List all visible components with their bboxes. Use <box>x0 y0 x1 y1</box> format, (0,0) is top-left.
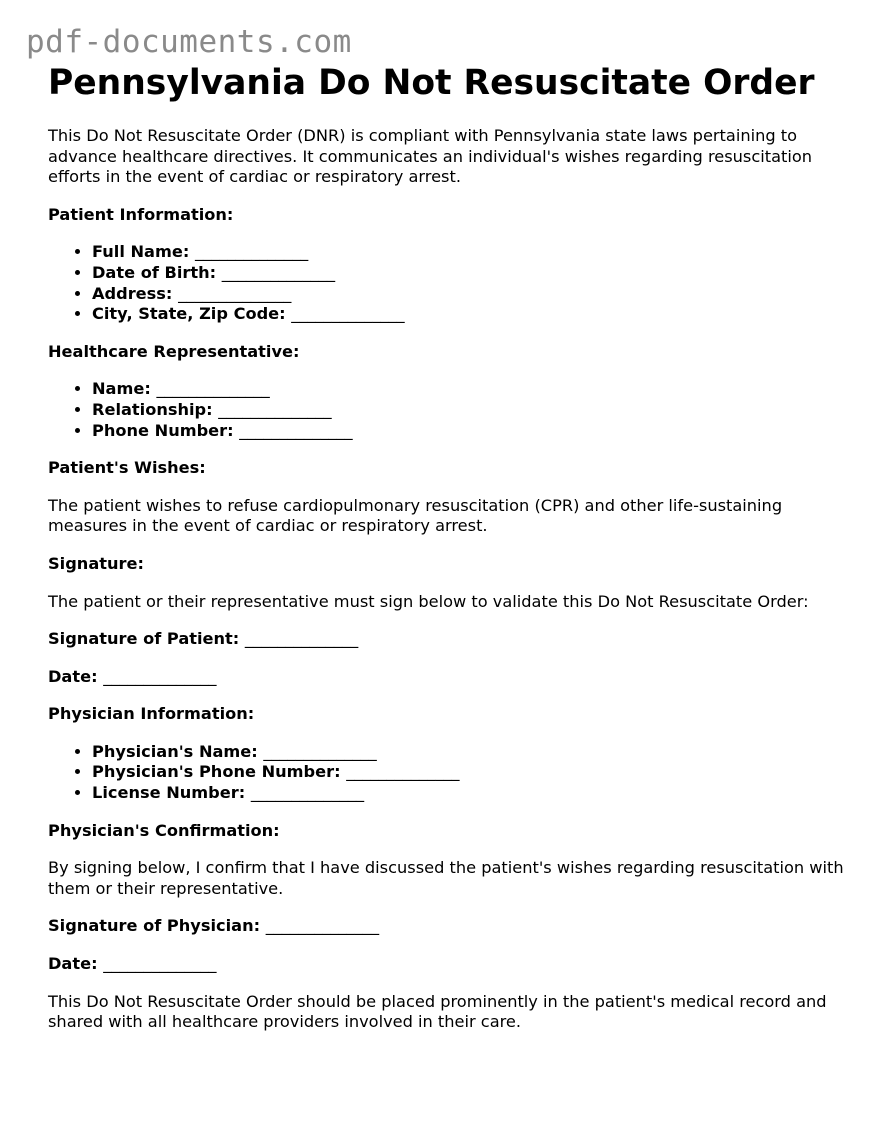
watermark: pdf-documents.com <box>26 24 352 60</box>
page-title: Pennsylvania Do Not Resuscitate Order <box>48 63 815 103</box>
blank-line: ______________ <box>103 954 217 974</box>
physician-info-list <box>48 742 848 804</box>
field-label: Signature of Physician: <box>48 916 261 936</box>
blank-line: ______________ <box>218 399 332 419</box>
full-name-field[interactable] <box>92 242 848 263</box>
city-state-zip-field[interactable] <box>92 304 848 325</box>
field-label: License Number: <box>92 783 246 803</box>
relationship-field[interactable] <box>92 400 848 421</box>
field-label: Phone Number: <box>92 420 234 440</box>
physician-date-field[interactable] <box>48 954 848 975</box>
signature-heading: Signature: <box>48 553 144 573</box>
address-field[interactable] <box>92 284 848 305</box>
field-label: Physician's Phone Number: <box>92 762 341 782</box>
patient-date-field[interactable] <box>48 667 848 688</box>
document-page <box>48 62 848 1033</box>
physician-info-heading: Physician Information: <box>48 704 255 724</box>
blank-line: ______________ <box>346 762 460 782</box>
closing-paragraph: This Do Not Resuscitate Order should be placed prominently in the patient's medical record and shared with all healthcare providers involved in their care. <box>48 991 827 1032</box>
patient-info-list <box>48 242 848 324</box>
physician-name-field[interactable] <box>92 742 848 763</box>
field-label: Physician's Name: <box>92 741 258 761</box>
date-of-birth-field[interactable] <box>92 263 848 284</box>
physician-confirmation-heading: Physician's Confirmation: <box>48 820 280 840</box>
representative-list <box>48 379 848 441</box>
phone-number-field[interactable] <box>92 421 848 442</box>
representative-name-field[interactable] <box>92 379 848 400</box>
field-label: Address: <box>92 283 173 303</box>
blank-line: ______________ <box>221 262 336 282</box>
blank-line: ______________ <box>291 304 405 324</box>
physician-phone-field[interactable] <box>92 762 848 783</box>
blank-line: ______________ <box>178 283 292 303</box>
physician-confirmation-paragraph: By signing below, I confirm that I have discussed the patient's wishes regarding resuscitation with them or their representative. <box>48 858 844 898</box>
field-label: Date: <box>48 954 98 974</box>
field-label: Signature of Patient: <box>48 629 240 649</box>
blank-line: ______________ <box>194 242 309 262</box>
blank-line: ______________ <box>103 666 217 686</box>
blank-line: ______________ <box>156 379 270 399</box>
blank-line: ______________ <box>263 741 377 761</box>
field-label: Date: <box>48 666 98 686</box>
representative-heading: Healthcare Representative: <box>48 341 300 361</box>
intro-paragraph: This Do Not Resuscitate Order (DNR) is compliant with Pennsylvania state laws pertaining to advance healthcare directives. It communicates an individual's wishes regarding resuscitation efforts in the event of cardiac or respiratory arrest. <box>48 126 813 187</box>
field-label: City, State, Zip Code: <box>92 304 286 324</box>
license-number-field[interactable] <box>92 783 848 804</box>
field-label: Relationship: <box>92 399 213 419</box>
blank-line: ______________ <box>250 783 365 803</box>
blank-line: ______________ <box>244 629 359 649</box>
field-label: Name: <box>92 379 151 399</box>
patient-signature-field[interactable] <box>48 629 848 650</box>
field-label: Date of Birth: <box>92 262 217 282</box>
physician-signature-field[interactable] <box>48 916 848 937</box>
signature-instructions: The patient or their representative must sign below to validate this Do Not Resuscitate Order: <box>48 591 809 611</box>
wishes-heading: Patient's Wishes: <box>48 458 206 478</box>
blank-line: ______________ <box>239 420 353 440</box>
patient-info-heading: Patient Information: <box>48 204 234 224</box>
blank-line: ______________ <box>265 916 380 936</box>
field-label: Full Name: <box>92 242 190 262</box>
wishes-paragraph: The patient wishes to refuse cardiopulmonary resuscitation (CPR) and other life-sustaining measures in the event of cardiac or respiratory arrest. <box>48 495 783 536</box>
